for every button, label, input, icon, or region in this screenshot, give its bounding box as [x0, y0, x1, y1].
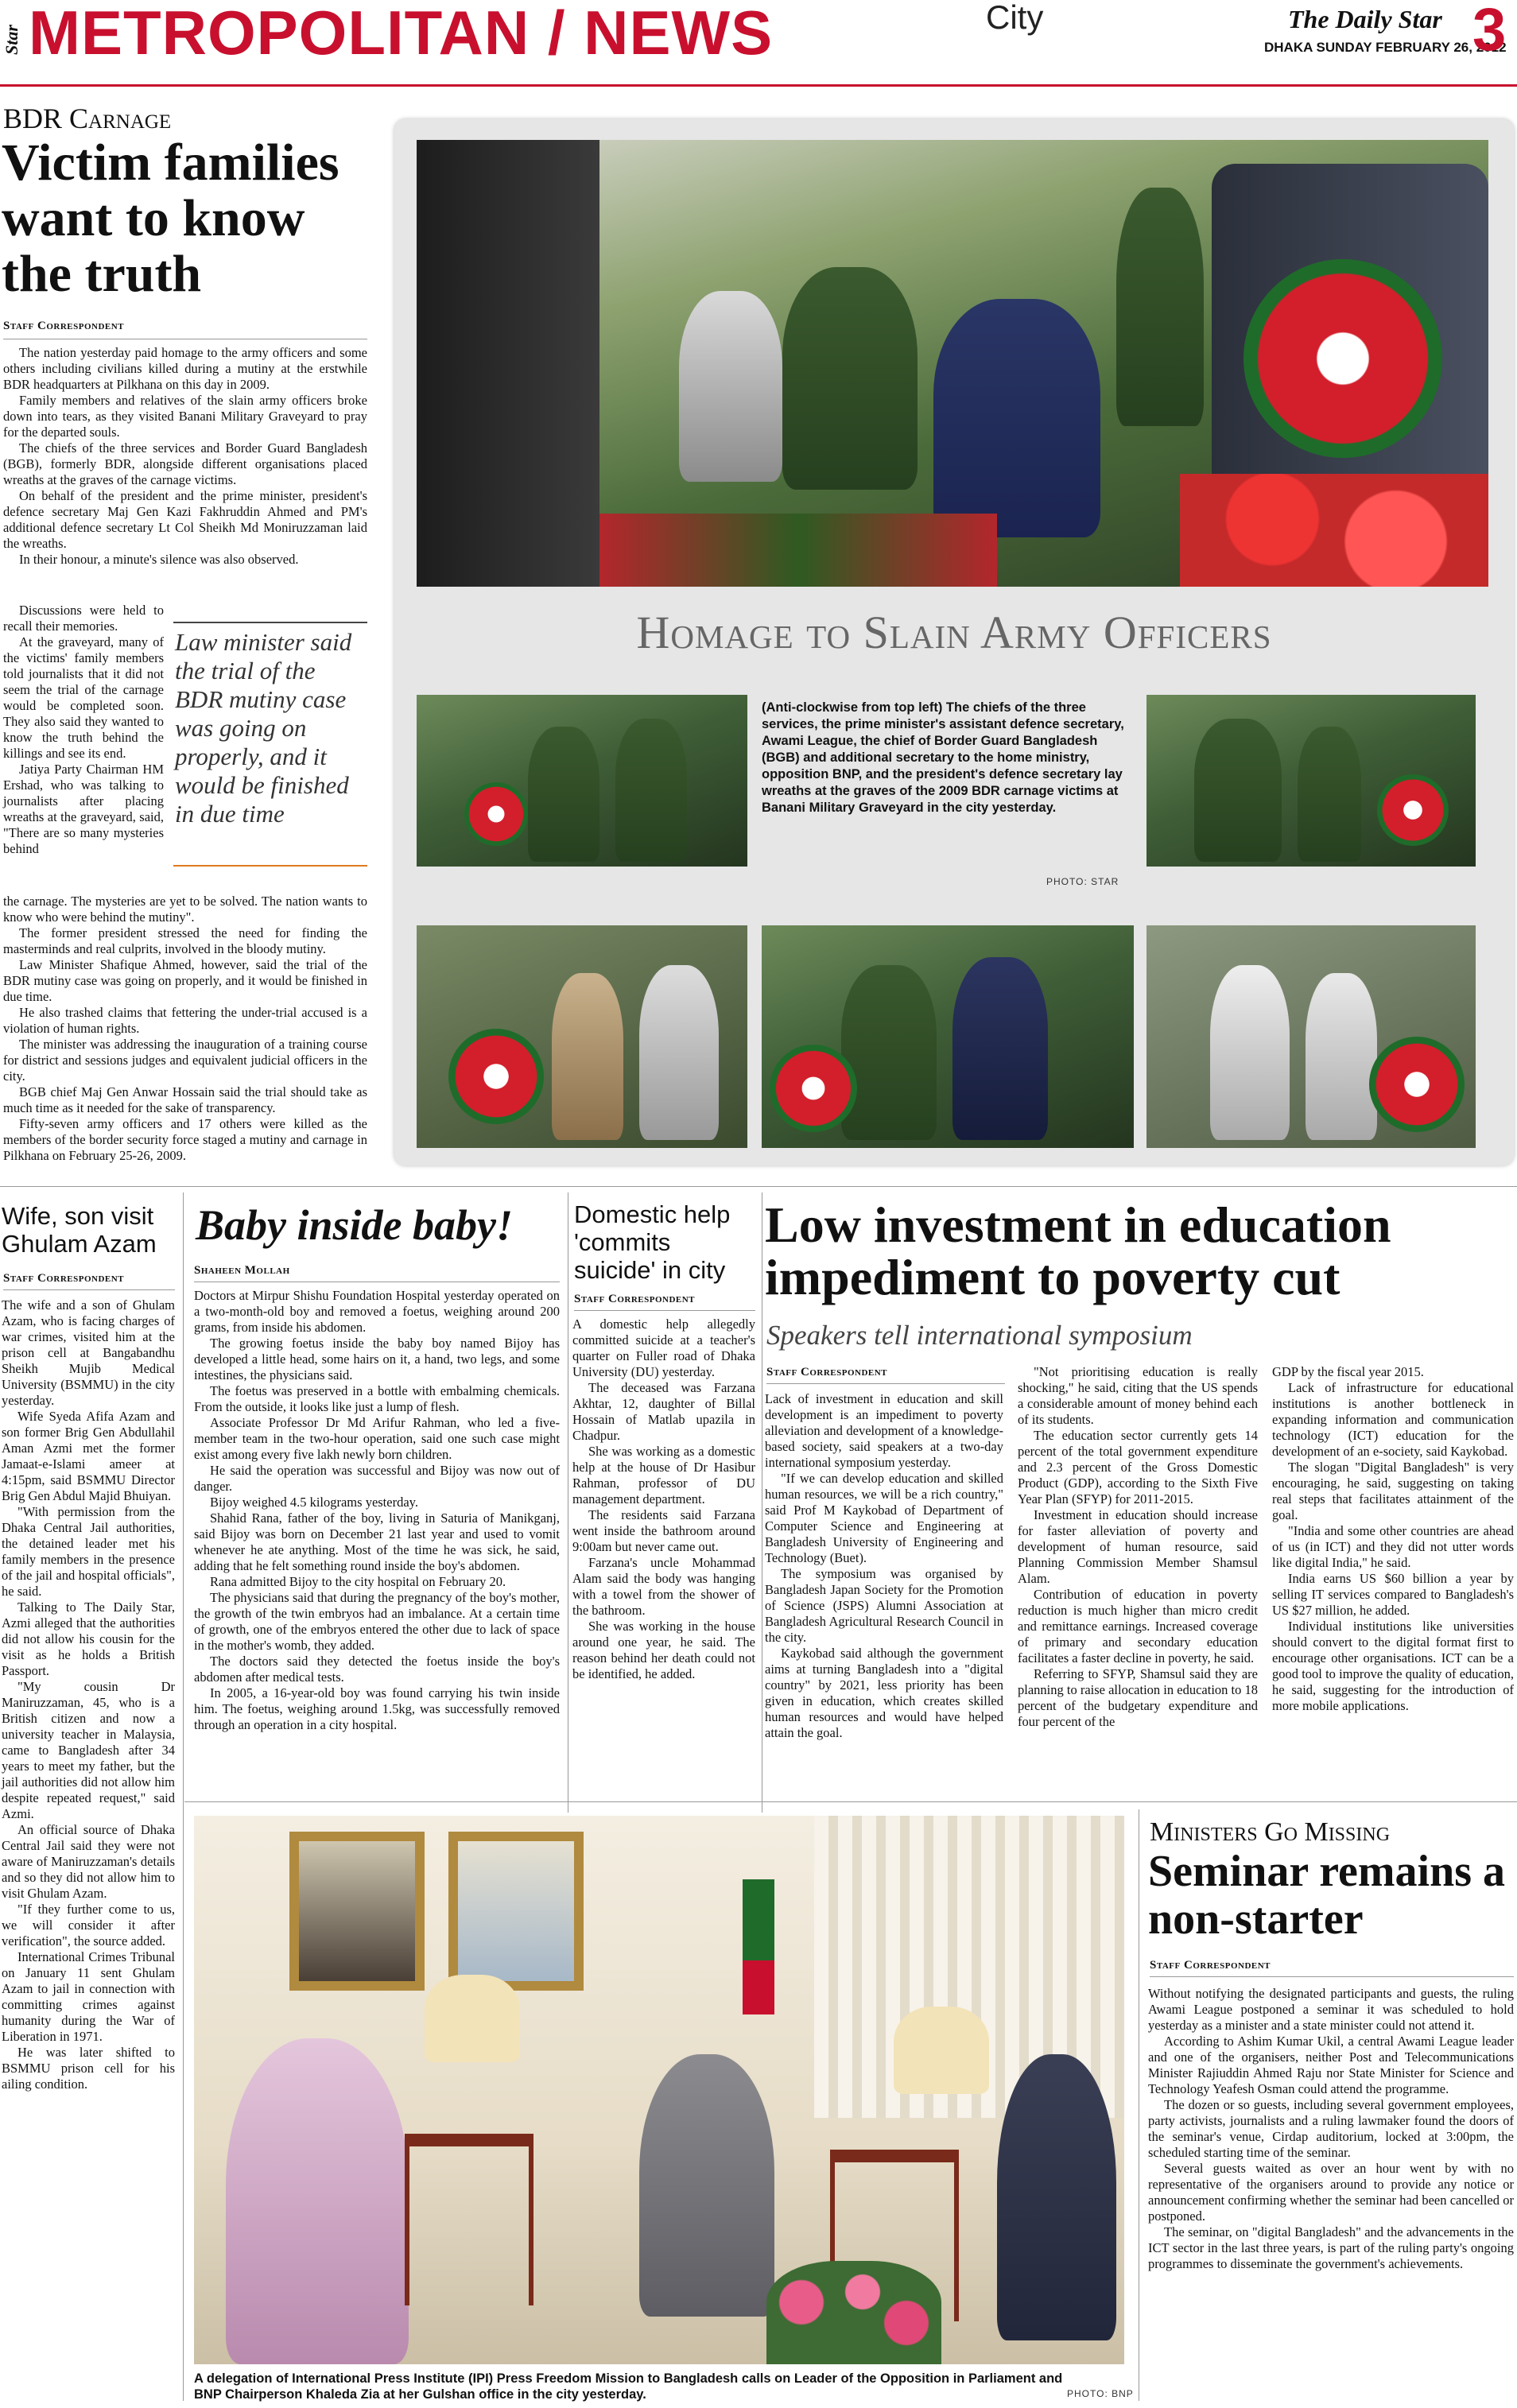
bdr-byline: Staff Correspondent [3, 320, 125, 332]
flower-bed [599, 514, 997, 587]
officer-figure [615, 719, 687, 862]
officer-figure [1298, 727, 1361, 862]
paragraph: The nation yesterday paid homage to the army officers and some others including civilians killed during a mutiny at the erstwhile BDR headquarters at Pilkhana on this day in 2009. [3, 345, 367, 392]
ipi-photo-credit: PHOTO: BNP [1067, 2388, 1134, 2399]
bdr-kicker: BDR Carnage [3, 103, 172, 134]
pull-quote-top-rule [173, 622, 367, 623]
section-divider [0, 1186, 1517, 1187]
paragraph: In their honour, a minute's silence was also observed. [19, 552, 299, 567]
officer-figure [679, 291, 782, 482]
paragraph: In 2005, a 16-year-old boy was found carrying his twin inside him. The foetus, weighing around 1.5kg, was successfully removed through an operation in a city hospital. [194, 1685, 560, 1732]
paragraph: Several guests waited as over an hour went by with no representative of the organisers around to provide any notice or announcement confirming whether the seminar had been cancelled or postponed. [1148, 2161, 1514, 2224]
paragraph: At the graveyard, many of the victims' family members told journalists that it did not seem the trial of the carnage would be completed soon. They also said they wanted to know the truth behind the killings and see its end. [3, 634, 164, 761]
baby-headline: Baby inside baby! [196, 1201, 513, 1249]
flower-vase [766, 2261, 941, 2364]
wreath [1377, 774, 1449, 846]
person-figure [1306, 973, 1377, 1140]
baby-byline: Shaheen Mollah [194, 1264, 290, 1277]
paragraph: The education sector currently gets 14 percent of the total government expenditure and 2.3 percent of the Gross Domestic Product (GDP), according to the Sixth Five Year Plan (SFYP) for 2011-2015. [1018, 1428, 1258, 1506]
paragraph: Kaykobad said although the government aims at turning Bangladesh into a "digital country" by 2021, less priority has been given in education, which creates skilled human resources and would have helped attain the goal. [765, 1646, 1003, 1740]
person-figure [952, 957, 1048, 1140]
education-subhead: Speakers tell international symposium [766, 1320, 1193, 1351]
lamp [425, 1975, 520, 2062]
person-ipi-delegate [639, 2054, 774, 2317]
paragraph: The chiefs of the three services and Border Guard Bangladesh (BGB), formerly BDR, alongside different organisations placed wreaths at the graves of the carnage victims. [3, 440, 367, 487]
paragraph: "With permission from the Dhaka Central Jail authorities, the detained leader met his family members in the presence of the jail and hospital officials", he said. [2, 1504, 175, 1599]
domestic-body [572, 1316, 755, 1682]
paragraph: According to Ashim Kumar Ukil, a central Awami League leader and one of the organisers, neither Post and Telecommunications Minister Rajiuddin Ahmed Raju nor State Minister for Science and Technology Yeafesh Osman could attend the programme. [1148, 2034, 1514, 2096]
paragraph: He was later shifted to BSMMU prison cell for his ailing condition. [2, 2045, 175, 2092]
paragraph: Fifty-seven army officers and 17 others were killed as the members of the border security force staged a mutiny and carnage in Pilkhana on February 25-26, 2009. [3, 1116, 367, 1163]
homage-caption: (Anti-clockwise from top left) The chiefs of the three services, the prime minister's assistant defence secretary, Awami League, the chief of Border Guard Bangladesh (BGB) and additional secretary to the home ministry, opposition BNP, and the president's defence secretary lay wreaths at the graves of the 2009 BDR carnage victims at Banani Military Graveyard in the city yesterday. [762, 700, 1124, 815]
paragraph: Referring to SFYP, Shamsul said they are planning to raise allocation in education to 18 percent of the budgetary expenditure and four percent of the [1018, 1666, 1258, 1729]
paragraph: The growing foetus inside the baby boy named Bijoy has developed a little head, some hairs on it, a hand, two legs, and some intestines, the physicians said. [194, 1336, 560, 1382]
paragraph: Lack of investment in education and skill development is an impediment to poverty alleviation and development of a knowledge-based society, said speakers at a two-day international symposium yesterday. [765, 1391, 1003, 1470]
paragraph: The deceased was Farzana Akhtar, 12, daughter of Billal Hossain of Matlab upazila in Chadpur. [572, 1380, 755, 1443]
paragraph: The doctors said they detected the foetus inside the boy's abdomen after medical tests. [194, 1654, 560, 1685]
paragraph: Shahid Rana, father of the boy, living in Saturia of Manikganj, said Bijoy was born on December 21 last year and used to vomit whenever he ate anything. Most of the time he was sick, he said, adding that he felt something round inside the boy's abdomen. [194, 1510, 560, 1573]
portrait-frame [448, 1832, 584, 1991]
paragraph: BGB chief Maj Gen Anwar Hossain said the trial should take as much time as it needed for the sake of transparency. [3, 1084, 367, 1115]
paragraph: Bijoy weighed 4.5 kilograms yesterday. [210, 1495, 418, 1510]
portrait [458, 1841, 574, 1981]
education-col-1 [765, 1391, 1003, 1741]
ghulam-body [2, 1297, 175, 2092]
photo-bgb-chief [762, 925, 1134, 1148]
paragraph: She was working in the house around one year, he said. The reason behind her death could not be identified, he added. [572, 1619, 755, 1681]
ghulam-byline-rule [3, 1289, 175, 1290]
bdr-body-bottom [3, 894, 367, 1164]
page-number: 3 [1472, 0, 1507, 64]
seminar-body [1148, 1986, 1514, 2272]
paragraph: The seminar, on "digital Bangladesh" and the advancements in the ICT sector in the last three years, is part of the ruling party's ongoing programmes to disseminate the government's achievements. [1148, 2224, 1514, 2271]
section-divider [184, 1801, 1517, 1802]
paragraph: He said the operation was successful and Bijoy was now out of danger. [194, 1463, 560, 1494]
paragraph: Individual institutions like universities should convert to the digital format first to encourage other organisations. ICT can be a good tool to improve the quality of education, he said, suggesting for the introduction of more mobile applications. [1272, 1619, 1514, 1713]
education-col-3 [1272, 1364, 1514, 1714]
paragraph: Jatiya Party Chairman HM Ershad, who was talking to journalists after placing wreaths at the graveyard, said, "There are so many mysteries behind [3, 762, 164, 856]
paragraph: The slogan "Digital Bangladesh" is very encouraging, he said, suggesting on taking real steps that facilitates attainment of the goal. [1272, 1460, 1514, 1522]
paragraph: "If we can develop education and skilled human resources, we will be a rich country," said Prof M Kaykobad of Department of Computer Science and Engineering at Bangladesh University of Engineering and Technology (Buet). [765, 1471, 1003, 1565]
person-figure [1210, 965, 1290, 1140]
person-khaleda-zia [226, 2038, 409, 2364]
person-ipi-delegate [997, 2054, 1116, 2340]
seminar-byline-rule [1150, 1976, 1514, 1977]
newspaper-name: The Daily Star [1288, 5, 1442, 33]
paragraph: Investment in education should increase for faster alleviation of poverty and development of human resource, said Planning Commission Member Shamsul Alam. [1018, 1507, 1258, 1586]
bdr-headline: Victim families want to know the truth [2, 134, 339, 303]
paragraph: Discussions were held to recall their memories. [3, 603, 164, 634]
photo-prime-ministers-team [417, 925, 747, 1148]
paragraph: The minister was addressing the inauguration of a training course for district and sessions judges and equivalent judicial officers in the city. [3, 1037, 367, 1084]
paragraph: The physicians said that during the pregnancy of the boy's mother, the growth of the twin embryos had an imbalance. At a certain time of growth, one of the embryos entered the other due to lack of space in the mother's womb, they added. [194, 1590, 560, 1653]
masthead-rule [0, 84, 1517, 87]
paragraph: Family members and relatives of the slain army officers broke down into tears, as they visited Banani Military Graveyard to pray for the departed souls. [3, 393, 367, 440]
paragraph: Lack of infrastructure for educational institutions is another bottleneck in expanding information and communication technology (ICT) education for the development of an e-society, said Kaykobad. [1272, 1380, 1514, 1459]
wreath [464, 782, 528, 846]
portrait [299, 1841, 415, 1981]
ipi-caption: A delegation of International Press Institute (IPI) Press Freedom Mission to Bangladesh calls on Leader of the Opposition in Parliament and BNP Chairperson Khaleda Zia at her Gulshan office in the city yesterday. [194, 2371, 1063, 2402]
paragraph: The symposium was organised by Bangladesh Japan Society for the Promotion of Science (JSPS) Alumni Association at Bangladesh Agricultural Research Council in the city. [765, 1566, 1003, 1645]
paragraph: The foetus was preserved in a bottle with embalming chemicals. From the outside, it looks like just a lump of flesh. [194, 1383, 560, 1414]
paragraph: Associate Professor Dr Md Arifur Rahman, who led a five-member team in the two-hour operation, said one such case might exist among every five lakh newly born children. [194, 1415, 560, 1462]
paragraph: International Crimes Tribunal on January 11 sent Ghulam Azam to jail in connection with committing crimes against humanity during the War of Liberation in 1971. [2, 1949, 175, 2044]
officer-figure [1116, 188, 1204, 426]
homage-photo-credit: PHOTO: STAR [1046, 876, 1119, 887]
dateline: DHAKA SUNDAY FEBRUARY 26, 2012 [1264, 40, 1507, 55]
wreath [448, 1029, 544, 1124]
paragraph: The residents said Farzana went inside the bathroom around 9:00am but never came out. [572, 1507, 755, 1554]
side-table [405, 2134, 533, 2305]
paragraph: Rana admitted Bijoy to the city hospital on February 20. [210, 1574, 506, 1589]
flower-bed [1180, 474, 1488, 587]
lamp [894, 2007, 989, 2094]
paragraph: The former president stressed the need for finding the masterminds and real culprits, involved in the bloody mutiny. [3, 925, 367, 956]
domestic-byline-rule [574, 1310, 755, 1311]
paragraph: On behalf of the president and the prime minister, president's defence secretary Maj Gen Kazi Fakhruddin Ahmed and PM's additional defence secretary Lt Col Sheikh Md Moniruzzaman laid the wreaths. [3, 488, 367, 551]
person-figure [552, 973, 623, 1140]
officer-figure [528, 727, 599, 862]
homage-photo-panel [394, 119, 1514, 1165]
paragraph: He also trashed claims that fettering the under-trial accused is a violation of human rights. [3, 1005, 367, 1036]
officer-figure [1194, 719, 1282, 862]
bdr-body-narrow [3, 603, 164, 857]
photo-awami-league [417, 695, 747, 867]
column-rule [183, 1192, 184, 2401]
education-byline-rule [766, 1383, 1005, 1384]
paragraph: GDP by the fiscal year 2015. [1272, 1364, 1424, 1379]
portrait-frame [289, 1832, 425, 1991]
domestic-headline: Domestic help 'commits suicide' in city [574, 1200, 731, 1284]
wreath [770, 1045, 857, 1132]
memorial-stone [417, 140, 599, 587]
seminar-byline: Staff Correspondent [1150, 1959, 1271, 1972]
wreath [1369, 1037, 1465, 1132]
paragraph: Law Minister Shafique Ahmed, however, said the trial of the BDR mutiny case was going on properly, and it would be finished in due time. [3, 957, 367, 1004]
ghulam-headline: Wife, son visit Ghulam Azam [2, 1202, 157, 1258]
homage-title: Homage to Slain Army Officers [636, 607, 1272, 658]
paragraph: Talking to The Daily Star, Azmi alleged that the authorities did not allow his cousin for the visit as he holds a British Passport. [2, 1600, 175, 1678]
main-photo [417, 140, 1488, 587]
seminar-headline: Seminar remains a non-starter [1148, 1847, 1506, 1944]
paragraph: Farzana's uncle Mohammad Alam said the body was hanging with a towel from the shower of the bathroom. [572, 1555, 755, 1618]
paragraph: An official source of Dhaka Central Jail said they were not aware of Maniruzzaman's details and so they did not allow him to visit Ghulam Azam. [2, 1822, 175, 1901]
paragraph: "If they further come to us, we will consider it after verification", the source added. [2, 1902, 175, 1949]
paragraph: The dozen or so guests, including several government employees, party activists, journalists and a ruling lawmaker found the doors of the seminar's venue, Cirdap auditorium, locked at 3:00pm, the scheduled starting time of the seminar. [1148, 2097, 1514, 2160]
wreath [1243, 259, 1442, 458]
paragraph: "India and some other countries are ahead of us (in ICT) and they did not utter words like digital India," he said. [1272, 1523, 1514, 1570]
photo-opposition-bnp [1146, 925, 1476, 1148]
paragraph: Wife Syeda Afifa Azam and son former Brig Gen Abdullahil Aman Azmi met the former Jamaat-e-Islami ameer at 4:15pm, said BSMMU Director Brig Gen Abdul Majid Bhuiyan. [2, 1409, 175, 1503]
bdr-body-top [3, 345, 367, 568]
pull-quote-bottom-rule [173, 865, 367, 867]
paragraph: India earns US $60 billion a year by selling IT services compared to Bangladesh's US $27 million, he added. [1272, 1571, 1514, 1618]
subsection-label: City [986, 0, 1044, 36]
paragraph: Contribution of education in poverty reduction is much higher than micro credit and remittance earnings. Increased coverage of primary and secondary education facilitates a faster decline in poverty, he said. [1018, 1587, 1258, 1665]
photo-presidents-secretary [1146, 695, 1476, 867]
officer-figure [782, 267, 918, 490]
education-col-2 [1018, 1364, 1258, 1730]
pull-quote: Law minister said the trial of the BDR mutiny case was going on properly, and it would be finished in due time [175, 628, 352, 828]
person-figure [639, 965, 719, 1140]
ipi-photo [194, 1816, 1124, 2364]
paragraph: Doctors at Mirpur Shishu Foundation Hospital yesterday operated on a two-month-old boy and removed a foetus, weighing around 200 grams, from inside his abdomen. [194, 1288, 560, 1335]
baby-body [194, 1288, 560, 1733]
paragraph: Without notifying the designated participants and guests, the ruling Awami League postponed a seminar it was scheduled to hold yesterday as a minister and a state minister could not attend it. [1148, 1986, 1514, 2033]
officer-figure [933, 299, 1100, 537]
ghulam-byline: Staff Correspondent [3, 1272, 125, 1285]
education-headline: Low investment in education impediment to poverty cut [765, 1196, 1391, 1305]
seminar-kicker: Ministers Go Missing [1150, 1817, 1391, 1847]
paragraph: A domestic help allegedly committed suicide at a teacher's quarter on Fuller road of Dhaka University (DU) yesterday. [572, 1316, 755, 1379]
paragraph: The wife and a son of Ghulam Azam, who is facing charges of war crimes, visited him at the prison cell at Bangabandhu Sheikh Mujib Medical University (BSMMU) in the city yesterday. [2, 1297, 175, 1408]
flag [743, 1879, 774, 2014]
domestic-byline: Staff Correspondent [574, 1293, 696, 1305]
masthead [0, 0, 1517, 79]
paragraph: "Not prioritising education is really shocking," he said, citing that the US spends a considerable amount of money behind each of its students. [1018, 1364, 1258, 1427]
paragraph: the carnage. The mysteries are yet to be solved. The nation wants to know who were behind the mutiny". [3, 894, 367, 925]
paragraph: She was working as a domestic help at the house of Dr Hasibur Rahman, professor of DU management department. [572, 1444, 755, 1506]
section-title: METROPOLITAN / NEWS [29, 0, 774, 68]
star-logo-small: Star [2, 25, 21, 55]
officer-figure [841, 965, 937, 1140]
paragraph: "My cousin Dr Maniruzzaman, 45, who is a British citizen and now a university teacher in Malaysia, came to Bangladesh after 34 years to meet my father, but the jail authorities did not allow him despite repeated request," said Azmi. [2, 1679, 175, 1821]
education-byline: Staff Correspondent [766, 1366, 888, 1378]
